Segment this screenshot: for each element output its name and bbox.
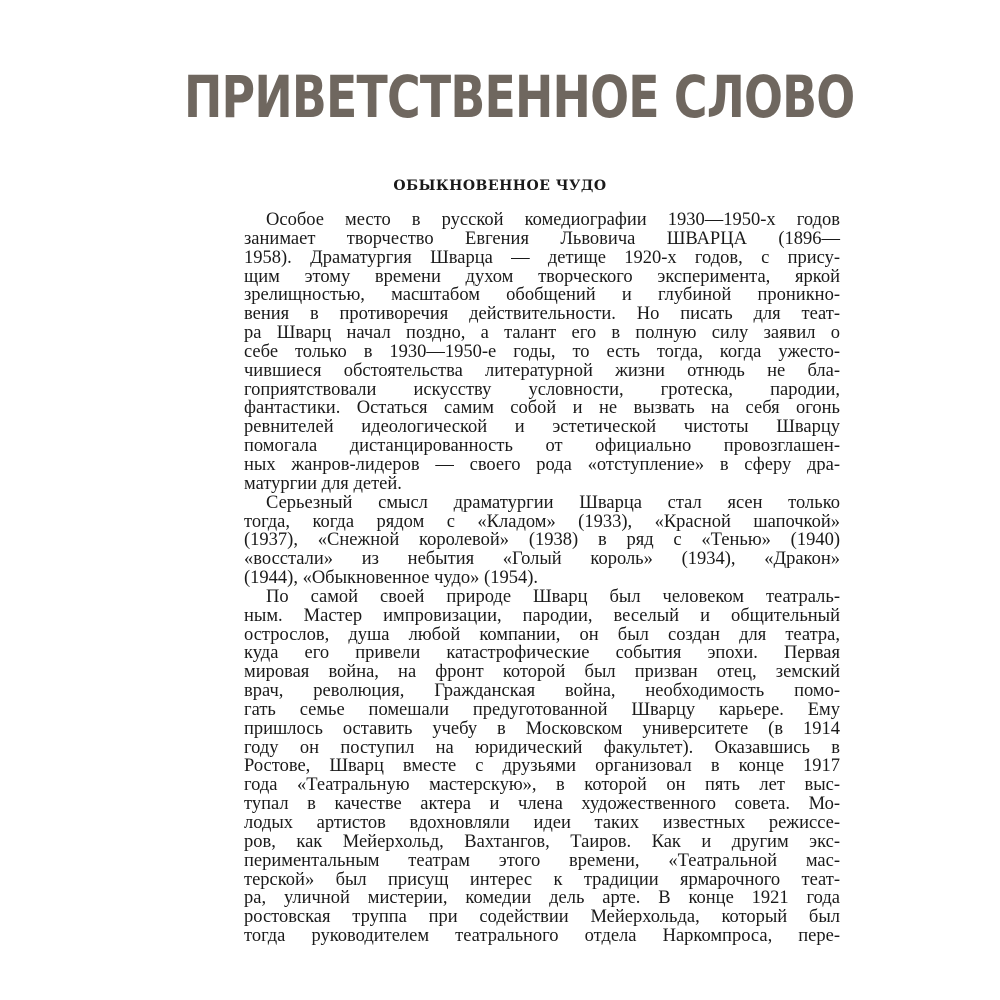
text-line: помогала дистанцированность от официально провозглашен- — [244, 436, 840, 457]
text-line: чившиеся обстоятельства литературной жизни отнюдь не бла- — [244, 360, 840, 381]
text-line: Серьезный смысл драматургии Шварца стал ясен только — [266, 492, 840, 513]
text-line: фантастики. Остаться самим собой и не вызвать на себя огонь — [244, 398, 840, 419]
text-line: куда его привели катастрофические события эпохи. Первая — [244, 643, 840, 664]
text-line: матургии для детей. — [244, 473, 402, 494]
text-line: ра Шварц начал поздно, а талант его в полную силу заявил о — [244, 323, 840, 344]
text-line: себе только в 1930—1950-е годы, то есть тогда, когда ужесто- — [244, 341, 840, 362]
text-line: ра, уличной мистерии, комедии дель арте. В конце 1921 года — [244, 888, 840, 909]
text-line: Особое место в русской комедиографии 1930—1950-х годов — [266, 210, 840, 230]
text-line: 1958). Драматургия Шварца — детище 1920-х годов, с прису- — [244, 247, 840, 268]
text-line: гоприятствовали искусству условности, гротеска, пародии, — [244, 379, 840, 400]
text-line: острослов, душа любой компании, он был создан для театра, — [244, 624, 840, 645]
text-line: лодых артистов вдохновляли идеи таких известных режиссе- — [244, 813, 840, 833]
section-title: ОБЫКНОВЕННОЕ ЧУДО — [393, 178, 607, 194]
text-line: мировая война, на фронт которой был призван отец, земский — [244, 662, 840, 683]
text-line: пришлось оставить учебу в Московском университете (в 1914 — [244, 718, 840, 739]
body-text — [244, 211, 840, 946]
text-line: врач, революция, Гражданская война, необходимость помо- — [244, 681, 840, 702]
text-line: ным. Мастер импровизации, пародии, веселый и общительный — [244, 605, 840, 626]
text-line: ревнителей идеологической и эстетической чистоты Шварцу — [244, 417, 840, 438]
text-line: года «Театральную мастерскую», в которой он пять лет выс- — [244, 775, 840, 796]
page-title: ПРИВЕТСТВЕННОЕ СЛОВО — [184, 63, 855, 131]
text-line: щим этому времени духом творческого эксперимента, яркой — [244, 266, 840, 287]
text-line: Ростове, Шварц вместе с друзьями организовал в конце 1917 — [244, 756, 840, 777]
text-line: тогда руководителем театрального отдела Наркомпроса, пере- — [244, 926, 840, 947]
text-line: ров, как Мейерхольд, Вахтангов, Таиров. Как и другим экс- — [244, 831, 840, 852]
text-line: году он поступил на юридический факультет). Оказавшись в — [244, 737, 840, 758]
text-line: (1937), «Снежной королевой» (1938) в ряд с «Тенью» (1940) — [244, 530, 840, 551]
text-line: ростовская труппа при содействии Мейерхольда, который был — [244, 907, 840, 928]
text-line: терской» был присущ интерес к традиции ярмарочного теат- — [244, 869, 840, 890]
text-line: тупал в качестве актера и члена художественного совета. Мо- — [244, 794, 840, 815]
text-line: зрелищностью, масштабом обобщений и глубиной проникно- — [244, 285, 840, 306]
text-line: По самой своей природе Шварц был человеком театраль- — [266, 586, 840, 607]
text-line: гать семье помешали предуготованной Шварцу карьере. Ему — [244, 699, 840, 720]
text-line: (1944), «Обыкновенное чудо» (1954). — [244, 568, 538, 589]
text-line: периментальным театрам этого времени, «Театральной мас- — [244, 850, 840, 871]
text-line: «восстали» из небытия «Голый король» (1934), «Дракон» — [244, 549, 840, 570]
text-line: занимает творчество Евгения Львовича ШВАРЦА (1896— — [244, 228, 840, 249]
text-line: тогда, когда рядом с «Кладом» (1933), «Красной шапочкой» — [244, 511, 840, 532]
text-line: ных жанров-лидеров — своего рода «отступление» в сферу дра- — [244, 454, 840, 475]
text-line: вения в противоречия действительности. Но писать для теат- — [244, 304, 840, 325]
